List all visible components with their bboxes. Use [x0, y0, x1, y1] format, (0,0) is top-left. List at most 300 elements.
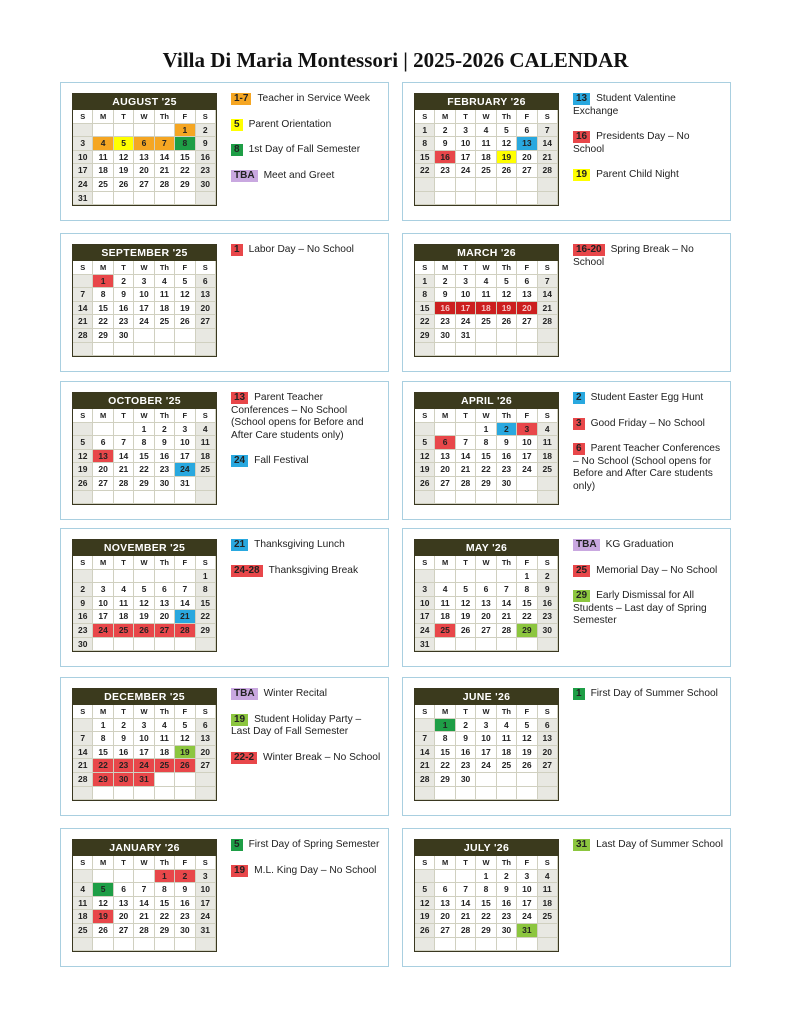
day-cell: 24 — [517, 910, 537, 924]
event-item — [231, 392, 381, 442]
day-cell: 10 — [196, 883, 216, 897]
day-cell: 27 — [196, 759, 216, 773]
empty-cell — [196, 938, 216, 952]
event-date-tag: 19 — [573, 169, 590, 181]
day-cell: 19 — [73, 463, 93, 477]
day-cell: 9 — [435, 288, 455, 302]
day-cell: 4 — [538, 423, 558, 437]
day-cell: 28 — [415, 773, 435, 787]
event-description: Student Valentine Exchange — [573, 93, 676, 117]
weekday-header: T — [456, 556, 476, 570]
month-panel — [402, 233, 731, 372]
day-cell: 24 — [73, 178, 93, 192]
event-date-tag: 19 — [231, 714, 248, 726]
empty-cell — [476, 343, 496, 357]
day-cell: 20 — [196, 746, 216, 760]
day-cell: 19 — [456, 610, 476, 624]
event-item — [573, 539, 723, 552]
day-cell: 30 — [456, 773, 476, 787]
weekday-header: T — [456, 261, 476, 275]
day-cell: 22 — [415, 164, 435, 178]
empty-cell — [93, 192, 113, 206]
empty-cell — [155, 491, 175, 505]
empty-cell — [456, 570, 476, 584]
event-item — [573, 169, 723, 182]
day-cell: 9 — [456, 732, 476, 746]
day-cell: 23 — [175, 910, 195, 924]
day-cell: 30 — [196, 178, 216, 192]
event-date-tag: 5 — [231, 119, 243, 131]
empty-cell — [73, 938, 93, 952]
event-item — [573, 392, 723, 405]
weekday-header: Th — [497, 705, 517, 719]
empty-cell — [517, 938, 537, 952]
day-cell: 17 — [456, 151, 476, 165]
month-name: DECEMBER '25 — [73, 689, 216, 705]
day-cell: 16 — [73, 610, 93, 624]
day-cell: 28 — [456, 924, 476, 938]
day-cell: 14 — [538, 137, 558, 151]
day-cell: 8 — [476, 436, 496, 450]
day-cell: 23 — [114, 315, 134, 329]
empty-cell — [476, 938, 496, 952]
page-title: Villa Di Maria Montessori | 2025-2026 CALENDAR — [162, 48, 629, 72]
day-cell: 30 — [435, 329, 455, 343]
day-cell: 22 — [93, 315, 113, 329]
empty-cell — [114, 938, 134, 952]
empty-cell — [435, 343, 455, 357]
day-cell: 21 — [114, 463, 134, 477]
day-cell: 20 — [93, 463, 113, 477]
weekday-header: T — [456, 409, 476, 423]
day-cell: 30 — [175, 924, 195, 938]
day-cell: 29 — [476, 924, 496, 938]
empty-cell — [497, 773, 517, 787]
day-cell: 20 — [114, 910, 134, 924]
weekday-header: W — [476, 705, 496, 719]
empty-cell — [196, 477, 216, 491]
day-cell: 31 — [196, 924, 216, 938]
day-cell: 15 — [93, 746, 113, 760]
empty-cell — [93, 343, 113, 357]
day-cell: 21 — [175, 610, 195, 624]
event-item — [573, 839, 723, 852]
event-description: Spring Break – No School — [573, 244, 694, 268]
weekday-header: S — [538, 705, 558, 719]
day-cell: 31 — [415, 638, 435, 652]
month-calendar — [414, 539, 559, 652]
empty-cell — [435, 178, 455, 192]
day-cell: 3 — [134, 719, 154, 733]
empty-cell — [155, 124, 175, 138]
day-cell: 19 — [415, 463, 435, 477]
weekday-header: S — [538, 261, 558, 275]
empty-cell — [196, 787, 216, 801]
event-date-tag: 16 — [573, 131, 590, 143]
weekday-header: Th — [155, 556, 175, 570]
weekday-header: Th — [155, 856, 175, 870]
empty-cell — [476, 192, 496, 206]
month-calendar — [72, 93, 217, 206]
event-description: Early Dismissal for All Students – Last day of Spring Semester — [573, 590, 707, 626]
day-cell: 10 — [73, 151, 93, 165]
event-date-tag: 2 — [573, 392, 585, 404]
day-cell: 12 — [517, 732, 537, 746]
weekday-header: W — [134, 705, 154, 719]
event-description: Winter Recital — [263, 688, 327, 699]
day-cell: 26 — [415, 924, 435, 938]
day-cell: 24 — [456, 315, 476, 329]
day-cell: 2 — [435, 275, 455, 289]
day-cell: 2 — [196, 124, 216, 138]
day-cell: 11 — [196, 436, 216, 450]
day-cell: 25 — [114, 624, 134, 638]
day-cell: 15 — [476, 450, 496, 464]
weekday-header: W — [476, 261, 496, 275]
day-cell: 28 — [538, 164, 558, 178]
empty-cell — [175, 329, 195, 343]
empty-cell — [538, 773, 558, 787]
day-cell: 13 — [476, 597, 496, 611]
day-cell: 23 — [155, 463, 175, 477]
empty-cell — [497, 938, 517, 952]
day-cell: 19 — [497, 302, 517, 316]
weekday-header: S — [538, 110, 558, 124]
day-cell: 10 — [134, 732, 154, 746]
empty-cell — [114, 343, 134, 357]
event-description: KG Graduation — [605, 539, 674, 550]
day-grid — [73, 261, 216, 356]
day-cell: 1 — [415, 275, 435, 289]
event-description: First Day of Summer School — [590, 688, 718, 699]
empty-cell — [175, 638, 195, 652]
month-name: JANUARY '26 — [73, 840, 216, 856]
day-cell: 6 — [134, 137, 154, 151]
empty-cell — [114, 638, 134, 652]
weekday-header: F — [517, 409, 537, 423]
day-cell: 24 — [476, 759, 496, 773]
weekday-header: S — [73, 856, 93, 870]
day-cell: 16 — [114, 746, 134, 760]
month-name: APRIL '26 — [415, 393, 558, 409]
day-cell: 27 — [517, 164, 537, 178]
weekday-header: M — [93, 261, 113, 275]
day-cell: 13 — [435, 450, 455, 464]
empty-cell — [456, 870, 476, 884]
event-item — [573, 244, 723, 269]
empty-cell — [93, 124, 113, 138]
day-cell: 13 — [134, 151, 154, 165]
event-description: Thanksgiving Break — [268, 564, 359, 576]
day-cell: 3 — [456, 124, 476, 138]
day-cell: 27 — [476, 624, 496, 638]
empty-cell — [415, 938, 435, 952]
day-cell: 13 — [114, 897, 134, 911]
day-cell: 14 — [134, 897, 154, 911]
day-cell: 14 — [73, 746, 93, 760]
day-cell: 17 — [517, 897, 537, 911]
empty-cell — [476, 773, 496, 787]
day-grid — [415, 409, 558, 504]
day-cell: 12 — [134, 597, 154, 611]
day-cell: 12 — [415, 897, 435, 911]
empty-cell — [538, 192, 558, 206]
day-cell: 17 — [517, 450, 537, 464]
empty-cell — [134, 329, 154, 343]
month-calendar — [414, 244, 559, 357]
month-calendar — [72, 688, 217, 801]
empty-cell — [73, 870, 93, 884]
day-cell: 7 — [538, 124, 558, 138]
day-cell: 26 — [93, 924, 113, 938]
empty-cell — [497, 638, 517, 652]
day-cell: 20 — [435, 910, 455, 924]
month-calendar — [414, 688, 559, 801]
day-cell: 29 — [93, 329, 113, 343]
day-cell: 11 — [93, 151, 113, 165]
weekday-header: S — [196, 856, 216, 870]
day-cell: 25 — [196, 463, 216, 477]
day-cell: 9 — [196, 137, 216, 151]
empty-cell — [155, 638, 175, 652]
day-cell: 18 — [435, 610, 455, 624]
day-cell: 28 — [456, 477, 476, 491]
event-description: Student Holiday Party – Last Day of Fall Semester — [231, 713, 362, 737]
day-cell: 14 — [73, 302, 93, 316]
empty-cell — [517, 477, 537, 491]
weekday-header: S — [73, 261, 93, 275]
empty-cell — [497, 491, 517, 505]
empty-cell — [114, 787, 134, 801]
empty-cell — [134, 870, 154, 884]
weekday-header: S — [196, 705, 216, 719]
day-cell: 30 — [497, 477, 517, 491]
day-cell: 8 — [196, 583, 216, 597]
event-description: First Day of Spring Semester — [248, 839, 380, 850]
event-item — [231, 865, 381, 878]
day-cell: 26 — [175, 759, 195, 773]
day-cell: 1 — [134, 423, 154, 437]
month-panel — [402, 828, 731, 967]
day-cell: 22 — [435, 759, 455, 773]
empty-cell — [73, 491, 93, 505]
weekday-header: T — [114, 556, 134, 570]
event-description: Good Friday – No School — [590, 417, 705, 429]
day-grid — [415, 110, 558, 205]
day-cell: 8 — [93, 288, 113, 302]
empty-cell — [435, 570, 455, 584]
day-cell: 1 — [93, 719, 113, 733]
empty-cell — [538, 938, 558, 952]
weekday-header: W — [134, 556, 154, 570]
day-cell: 3 — [456, 275, 476, 289]
weekday-header: F — [517, 261, 537, 275]
event-list — [573, 839, 723, 865]
day-cell: 7 — [456, 436, 476, 450]
day-cell: 9 — [497, 436, 517, 450]
event-date-tag: 24-28 — [231, 565, 263, 577]
empty-cell — [517, 491, 537, 505]
empty-cell — [93, 787, 113, 801]
day-cell: 1 — [435, 719, 455, 733]
empty-cell — [114, 192, 134, 206]
empty-cell — [517, 787, 537, 801]
day-cell: 4 — [497, 719, 517, 733]
event-date-tag: 24 — [231, 455, 248, 467]
empty-cell — [134, 570, 154, 584]
weekday-header: M — [435, 110, 455, 124]
event-item — [231, 244, 381, 257]
month-panel — [60, 528, 389, 667]
empty-cell — [538, 477, 558, 491]
empty-cell — [415, 787, 435, 801]
day-cell: 26 — [134, 624, 154, 638]
day-cell: 22 — [415, 315, 435, 329]
day-cell: 16 — [435, 302, 455, 316]
day-cell: 29 — [476, 477, 496, 491]
empty-cell — [415, 192, 435, 206]
empty-cell — [134, 787, 154, 801]
event-description: Parent Teacher Conferences – No School (School opens for Before and After Care students only) — [231, 392, 364, 441]
day-cell: 11 — [538, 436, 558, 450]
weekday-header: M — [435, 409, 455, 423]
day-cell: 12 — [497, 137, 517, 151]
month-name: FEBRUARY '26 — [415, 94, 558, 110]
day-cell: 1 — [415, 124, 435, 138]
empty-cell — [175, 773, 195, 787]
day-cell: 26 — [73, 477, 93, 491]
day-cell: 18 — [476, 151, 496, 165]
weekday-header: Th — [155, 409, 175, 423]
weekday-header: W — [134, 110, 154, 124]
event-date-tag: 25 — [573, 565, 590, 577]
event-date-tag: 5 — [231, 839, 243, 851]
month-name: NOVEMBER '25 — [73, 540, 216, 556]
day-cell: 15 — [155, 897, 175, 911]
day-cell: 3 — [415, 583, 435, 597]
day-cell: 21 — [73, 759, 93, 773]
day-cell: 18 — [114, 610, 134, 624]
day-cell: 14 — [155, 151, 175, 165]
day-cell: 5 — [93, 883, 113, 897]
day-cell: 22 — [476, 910, 496, 924]
day-cell: 5 — [175, 719, 195, 733]
day-cell: 11 — [538, 883, 558, 897]
day-cell: 24 — [456, 164, 476, 178]
event-list — [231, 839, 381, 890]
day-cell: 15 — [196, 597, 216, 611]
day-cell: 29 — [435, 773, 455, 787]
event-item — [573, 590, 723, 628]
empty-cell — [476, 491, 496, 505]
day-cell: 20 — [196, 302, 216, 316]
weekday-header: Th — [155, 110, 175, 124]
empty-cell — [456, 638, 476, 652]
day-cell: 24 — [415, 624, 435, 638]
empty-cell — [134, 638, 154, 652]
weekday-header: Th — [497, 556, 517, 570]
day-cell: 1 — [155, 870, 175, 884]
day-cell: 11 — [435, 597, 455, 611]
weekday-header: M — [93, 409, 113, 423]
day-cell: 13 — [155, 597, 175, 611]
day-cell: 26 — [456, 624, 476, 638]
day-cell: 26 — [415, 477, 435, 491]
empty-cell — [93, 570, 113, 584]
weekday-header: F — [517, 856, 537, 870]
day-cell: 22 — [175, 164, 195, 178]
day-cell: 4 — [476, 275, 496, 289]
month-name: OCTOBER '25 — [73, 393, 216, 409]
empty-cell — [134, 124, 154, 138]
day-grid — [73, 556, 216, 651]
day-cell: 17 — [196, 897, 216, 911]
day-cell: 23 — [435, 164, 455, 178]
day-cell: 1 — [196, 570, 216, 584]
day-cell: 25 — [73, 924, 93, 938]
day-cell: 2 — [497, 870, 517, 884]
day-cell: 19 — [175, 746, 195, 760]
event-description: Presidents Day – No School — [573, 131, 690, 155]
event-description: Parent Child Night — [596, 169, 679, 180]
empty-cell — [114, 491, 134, 505]
event-item — [573, 443, 723, 493]
day-cell: 16 — [497, 450, 517, 464]
day-cell: 21 — [134, 910, 154, 924]
day-cell: 5 — [73, 436, 93, 450]
day-cell: 17 — [456, 302, 476, 316]
day-cell: 23 — [114, 759, 134, 773]
empty-cell — [93, 870, 113, 884]
day-cell: 10 — [134, 288, 154, 302]
day-cell: 10 — [175, 436, 195, 450]
event-item — [231, 93, 381, 106]
day-grid — [73, 409, 216, 504]
empty-cell — [456, 938, 476, 952]
day-cell: 15 — [134, 450, 154, 464]
event-item — [573, 93, 723, 118]
event-date-tag: 8 — [231, 144, 243, 156]
event-description: Labor Day – No School — [248, 244, 354, 255]
day-cell: 20 — [476, 610, 496, 624]
empty-cell — [517, 343, 537, 357]
day-cell: 8 — [476, 883, 496, 897]
day-cell: 20 — [538, 746, 558, 760]
day-cell: 18 — [155, 746, 175, 760]
event-date-tag: 1 — [231, 244, 243, 256]
day-cell: 18 — [73, 910, 93, 924]
empty-cell — [175, 343, 195, 357]
day-cell: 25 — [538, 910, 558, 924]
day-cell: 21 — [456, 910, 476, 924]
day-cell: 28 — [134, 924, 154, 938]
day-cell: 7 — [538, 275, 558, 289]
empty-cell — [196, 491, 216, 505]
empty-cell — [415, 491, 435, 505]
month-name: JUNE '26 — [415, 689, 558, 705]
day-cell: 1 — [476, 870, 496, 884]
day-cell: 30 — [538, 624, 558, 638]
day-cell: 26 — [497, 315, 517, 329]
day-cell: 2 — [114, 275, 134, 289]
day-cell: 6 — [538, 719, 558, 733]
day-cell: 25 — [155, 315, 175, 329]
day-cell: 13 — [435, 897, 455, 911]
day-cell: 9 — [538, 583, 558, 597]
weekday-header: W — [476, 110, 496, 124]
empty-cell — [538, 329, 558, 343]
day-cell: 15 — [175, 151, 195, 165]
